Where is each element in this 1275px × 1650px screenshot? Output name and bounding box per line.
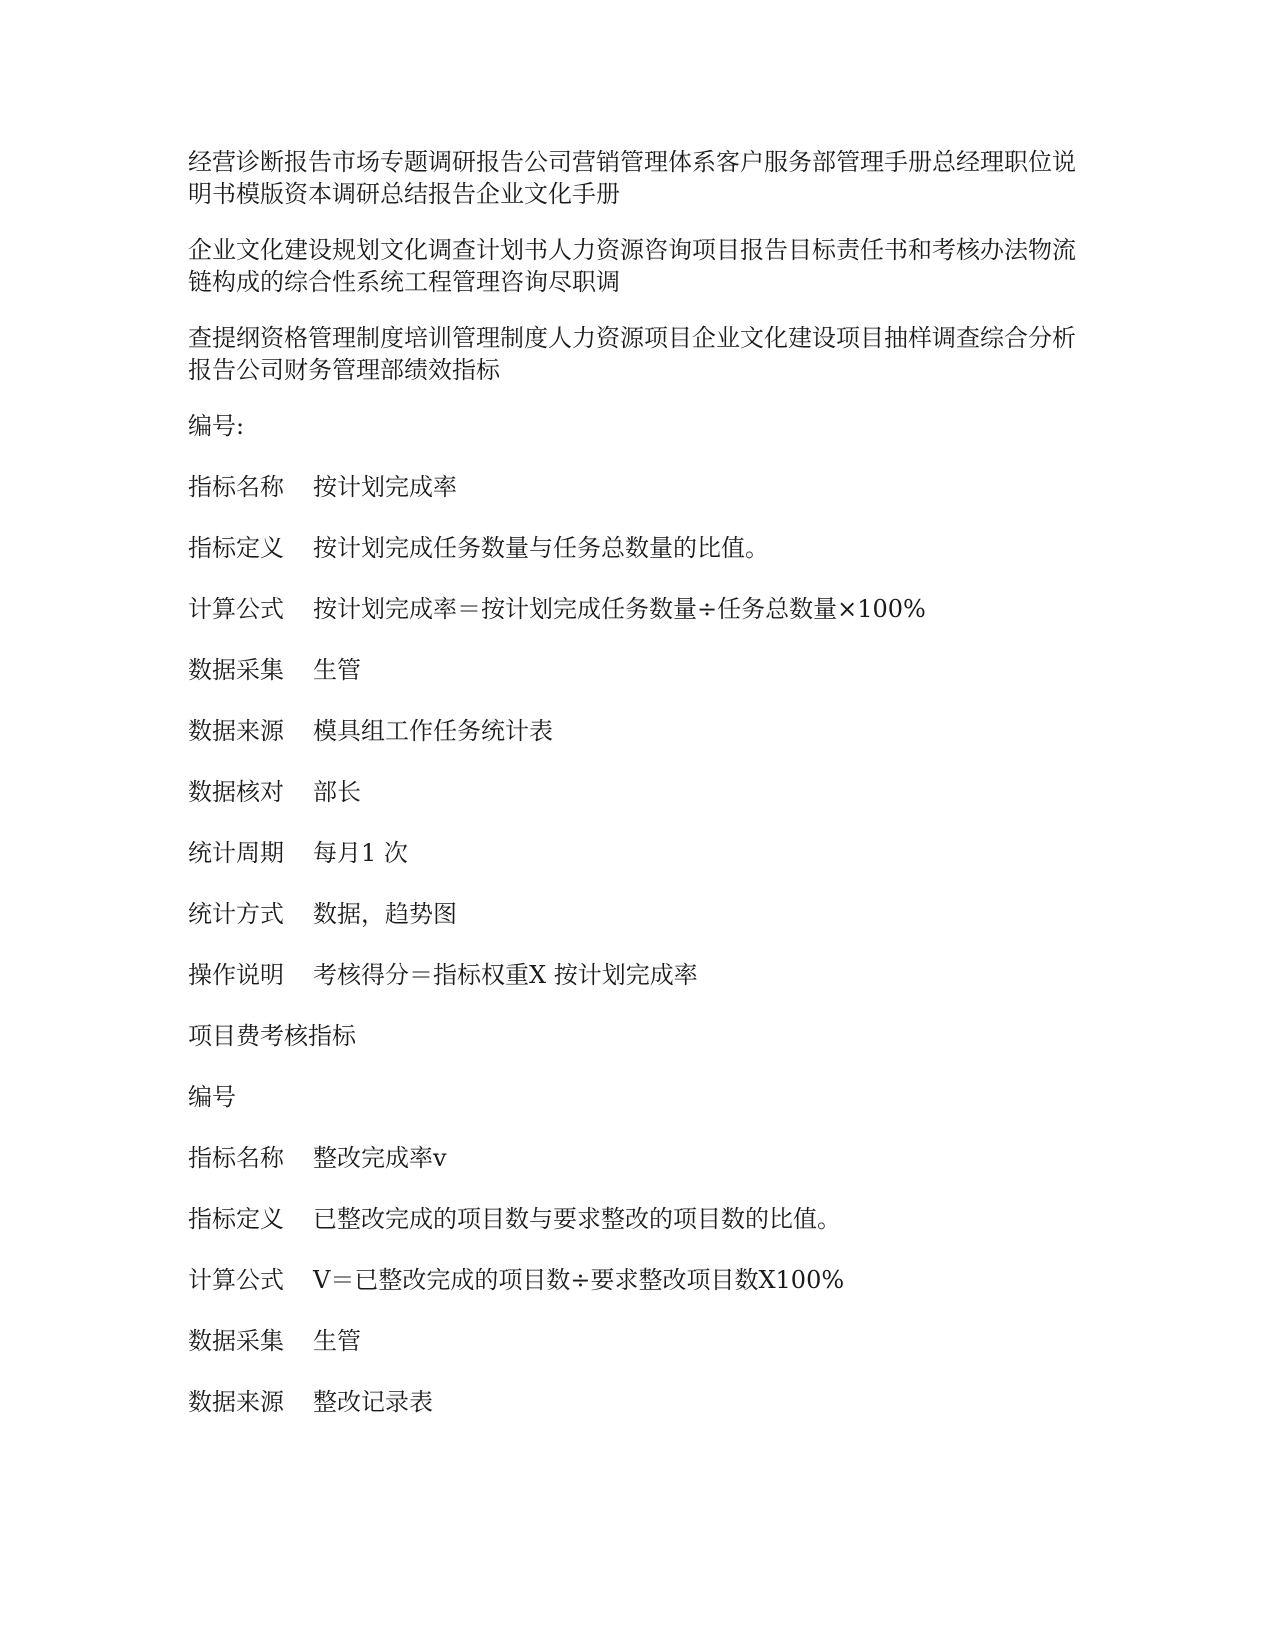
row-label: 数据来源 xyxy=(188,1388,284,1416)
row-label: 统计方式 xyxy=(188,900,284,928)
row-value: 生管 xyxy=(313,1327,361,1355)
row-value: 按计划完成任务数量与任务总数量的比值。 xyxy=(313,534,769,562)
intro-paragraph-3: 查提纲资格管理制度培训管理制度人力资源项目企业文化建设项目抽样调查综合分析报告公司财务管理部绩效指标 xyxy=(188,324,1076,384)
section2-number-label: 编号 xyxy=(188,1083,236,1111)
section1-row-instructions xyxy=(188,959,1088,991)
section1-row-collection xyxy=(188,654,1088,686)
section2-title: 项目费考核指标 xyxy=(188,1022,356,1050)
row-label: 数据采集 xyxy=(188,656,284,684)
row-label: 统计周期 xyxy=(188,839,284,867)
section1-row-source xyxy=(188,715,1088,747)
section1-row-period xyxy=(188,837,1088,869)
row-value: 生管 xyxy=(313,656,361,684)
row-label: 指标定义 xyxy=(188,534,284,562)
section1-row-definition xyxy=(188,532,1088,564)
section2-row-source xyxy=(188,1386,1088,1418)
row-value: 数据，趋势图 xyxy=(313,900,457,928)
section2-row-name xyxy=(188,1142,1088,1174)
row-label: 指标定义 xyxy=(188,1205,284,1233)
document-page xyxy=(188,146,1088,1447)
row-label: 数据采集 xyxy=(188,1327,284,1355)
row-value: 整改完成率v xyxy=(313,1144,447,1172)
row-label: 计算公式 xyxy=(188,1266,284,1294)
intro-paragraph-1: 经营诊断报告市场专题调研报告公司营销管理体系客户服务部管理手册总经理职位说明书模版资本调研总结报告企业文化手册 xyxy=(188,148,1076,208)
row-value: 已整改完成的项目数与要求整改的项目数的比值。 xyxy=(313,1205,841,1233)
row-value: 整改记录表 xyxy=(313,1388,433,1416)
row-value: 部长 xyxy=(313,778,361,806)
row-label: 指标名称 xyxy=(188,1144,284,1172)
row-value: V＝已整改完成的项目数÷要求整改项目数X100% xyxy=(313,1266,845,1294)
section1-row-verification xyxy=(188,776,1088,808)
section1-row-name xyxy=(188,471,1088,503)
row-label: 计算公式 xyxy=(188,595,284,623)
section2-row-definition xyxy=(188,1203,1088,1235)
section2-row-collection xyxy=(188,1325,1088,1357)
row-value: 按计划完成率 xyxy=(313,473,457,501)
section2-row-formula xyxy=(188,1264,1088,1296)
row-value: 按计划完成率＝按计划完成任务数量÷任务总数量×100% xyxy=(313,595,926,623)
intro-paragraph-2: 企业文化建设规划文化调查计划书人力资源咨询项目报告目标责任书和考核办法物流链构成的综合性系统工程管理咨询尽职调 xyxy=(188,236,1076,296)
row-label: 数据核对 xyxy=(188,778,284,806)
row-label: 操作说明 xyxy=(188,961,284,989)
row-label: 数据来源 xyxy=(188,717,284,745)
section1-row-formula xyxy=(188,593,1088,625)
row-label: 指标名称 xyxy=(188,473,284,501)
row-value: 每月1 次 xyxy=(313,839,408,867)
section1-row-method xyxy=(188,898,1088,930)
section1-number-label: 编号: xyxy=(188,412,245,440)
row-value: 考核得分＝指标权重X 按计划完成率 xyxy=(313,961,698,989)
row-value: 模具组工作任务统计表 xyxy=(313,717,553,745)
